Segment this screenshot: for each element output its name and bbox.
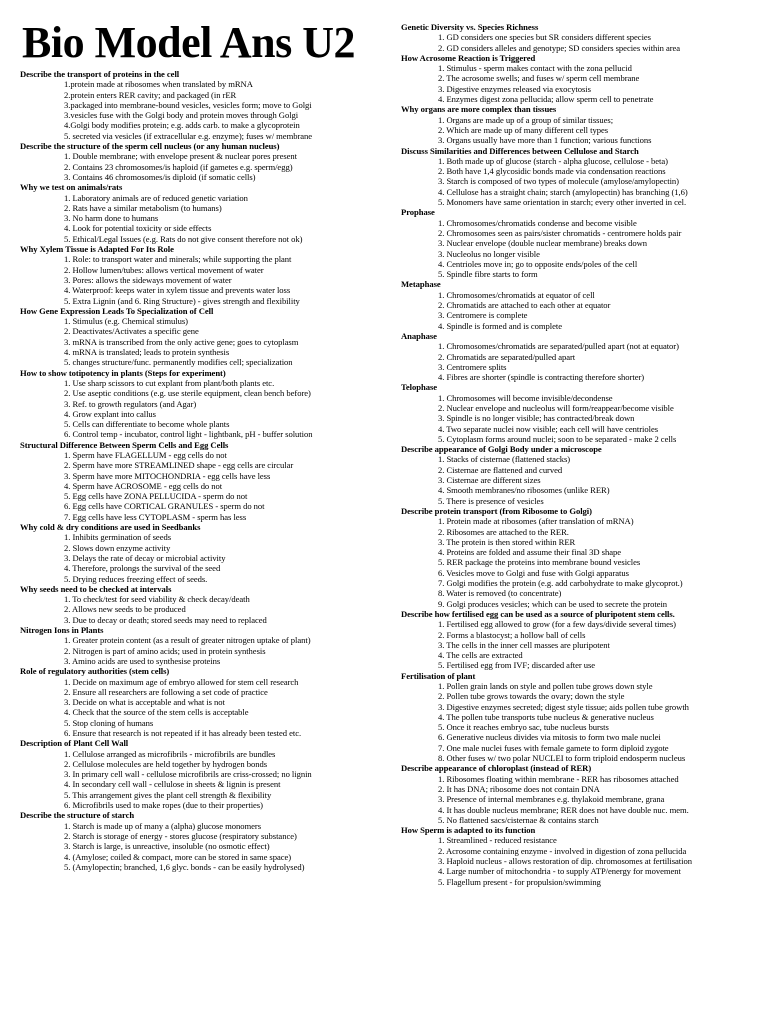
list-item: 4. It has double nucleus membrane; RER does not have double nuc. mem. xyxy=(438,804,689,815)
section-list xyxy=(401,681,761,763)
list-item: 1. Greater protein content (as a result of greater nitrogen uptake of plant) xyxy=(64,635,311,646)
list-item: 3.packaged into membrane-bound vesicles, vesicles form; move to Golgi xyxy=(64,99,312,110)
list-item: 2. Chromatids are separated/pulled apart xyxy=(438,351,576,362)
section xyxy=(401,53,761,104)
list-item: 3. Haploid nucleus - allows restoration of dip. chromosomes at fertilisation xyxy=(438,856,692,867)
list-item: 2.protein enters RER cavity; and packaged (in rER xyxy=(64,89,237,100)
section-list xyxy=(401,835,761,886)
list-item: 1. Chromosomes/chromatids at equator of cell xyxy=(438,289,595,300)
list-item: 1. Organs are made up of a group of similar tissues; xyxy=(438,114,614,125)
section xyxy=(20,666,392,738)
section xyxy=(401,609,761,671)
right-sections xyxy=(401,22,761,887)
section-list xyxy=(20,151,392,182)
list-item: 4. Check that the source of the stem cells is acceptable xyxy=(64,707,249,718)
section-heading: Describe appearance of Golgi Body under a microscope xyxy=(401,444,602,455)
list-item: 3. Sperm have more MITOCHONDRIA - egg cells have less xyxy=(64,470,271,481)
list-item: 9. Golgi produces vesicles; which can be used to secrete the protein xyxy=(438,598,668,609)
section-heading: Describe the structure of the sperm cell nucleus (or any human nucleus) xyxy=(20,141,280,152)
list-item: 3. Organs usually have more than 1 function; various functions xyxy=(438,135,652,146)
section-heading: Description of Plant Cell Wall xyxy=(20,738,129,749)
section-list xyxy=(401,454,761,505)
section-heading: Genetic Diversity vs. Species Richness xyxy=(401,22,539,32)
list-item: 3. No harm done to humans xyxy=(64,213,159,224)
list-item: 1. Chromosomes/chromatids condense and become visible xyxy=(438,217,637,228)
list-item: 1. Laboratory animals are of reduced genetic variation xyxy=(64,192,248,203)
list-item: 1. Decide on maximum age of embryo allowed for stem cell research xyxy=(64,676,299,687)
section-list xyxy=(20,193,392,244)
list-item: 4. Cellulose has a straight chain; starch (amylopectin) has branching (1,6) xyxy=(438,186,688,197)
section xyxy=(401,671,761,764)
section-heading: Anaphase xyxy=(401,330,437,341)
list-item: 6. Egg cells have CORTICAL GRANULES - sperm do not xyxy=(64,501,265,512)
list-item: 4. Therefore, prolongs the survival of the seed xyxy=(64,563,221,574)
section xyxy=(401,104,761,145)
section-list xyxy=(401,341,761,382)
section xyxy=(401,444,761,506)
list-item: 5. (Amylopectin; branched, 1,6 glyc. bonds - can be easily hydrolysed) xyxy=(64,861,305,872)
list-item: 1. Fertilised egg allowed to grow (for a few days/divide several times) xyxy=(438,619,676,630)
section-heading: Why Xylem Tissue is Adapted For Its Role xyxy=(20,244,174,255)
list-item: 3. Centromere is complete xyxy=(438,310,528,321)
list-item: 1. Protein made at ribosomes (after translation of mRNA) xyxy=(438,516,634,527)
section xyxy=(401,506,761,609)
list-item: 1. To check/test for seed viability & check decay/death xyxy=(64,594,250,605)
list-item: 5. There is presence of vesicles xyxy=(438,495,544,506)
list-item: 2. Use aseptic conditions (e.g. use sterile equipment, clean bench before) xyxy=(64,388,311,399)
list-item: 4. (Amylose; coiled & compact, more can be stored in same space) xyxy=(64,851,292,862)
list-item: 4. Grow explant into callus xyxy=(64,408,156,419)
section-list xyxy=(20,635,392,666)
list-item: 3. Presence of internal membranes e.g. thylakoid membrane, grana xyxy=(438,794,665,805)
list-item: 3. Nuclear envelope (double nuclear membrane) breaks down xyxy=(438,238,648,249)
section xyxy=(401,382,761,444)
section-heading: How Sperm is adapted to its function xyxy=(401,825,536,836)
list-item: 1. Sperm have FLAGELLUM - egg cells do not xyxy=(64,449,227,460)
section-heading: Discuss Similarities and Differences between Cellulose and Starch xyxy=(401,145,639,156)
section xyxy=(401,279,761,330)
list-item: 1. Ribosomes floating within membrane - RER has ribosomes attached xyxy=(438,773,679,784)
section xyxy=(20,69,392,141)
list-item: 4. mRNA is translated; leads to protein synthesis xyxy=(64,347,230,358)
list-item: 4. In secondary cell wall - cellulose in sheets & lignin is present xyxy=(64,779,281,790)
section-heading: How Acrosome Reaction is Triggered xyxy=(401,52,536,63)
list-item: 1. Stacks of cisternae (flattened stacks) xyxy=(438,454,571,465)
section-list xyxy=(401,393,761,444)
list-item: 3. Starch is large, is unreactive, insoluble (no osmotic effect) xyxy=(64,841,270,852)
list-item: 4.Golgi body modifies protein; e.g. adds carb. to make a glycoprotein xyxy=(64,120,300,131)
section xyxy=(20,306,392,368)
section-list xyxy=(20,254,392,305)
section xyxy=(20,368,392,440)
section xyxy=(20,182,392,244)
list-item: 1. Role: to transport water and minerals; while supporting the plant xyxy=(64,254,292,265)
list-item: 5. Drying reduces freezing effect of seeds. xyxy=(64,573,208,584)
list-item: 1. Pollen grain lands on style and pollen tube grows down style xyxy=(438,681,653,691)
section xyxy=(20,738,392,810)
list-item: 1. Stimulus (e.g. Chemical stimulus) xyxy=(64,316,188,327)
list-item: 6. Microfibrils used to make ropes (due to their properties) xyxy=(64,800,263,811)
list-item: 3. Digestive enzymes released via exocytosis xyxy=(438,83,591,94)
list-item: 7. Egg cells have less CYTOPLASM - sperm has less xyxy=(64,511,247,522)
section-list xyxy=(20,378,392,440)
section-list xyxy=(401,156,761,207)
section xyxy=(401,207,761,279)
list-item: 2. Both have 1,4 glycosidic bonds made via condensation reactions xyxy=(438,166,666,177)
section-heading: Describe the structure of starch xyxy=(20,810,135,821)
section-list xyxy=(401,32,761,53)
list-item: 5. RER package the proteins into membrane bound vesicles xyxy=(438,557,641,568)
section-heading: Metaphase xyxy=(401,279,441,290)
list-item: 2. Forms a blastocyst; a hollow ball of cells xyxy=(438,629,586,640)
list-item: 3. Digestive enzymes secreted; digest style tissue; aids pollen tube growth xyxy=(438,701,689,712)
list-item: 2. Pollen tube grows towards the ovary; down the style xyxy=(438,691,625,702)
list-item: 3.vesicles fuse with the Golgi body and protein moves through Golgi xyxy=(64,110,299,121)
section-list xyxy=(20,316,392,367)
list-item: 5. No flattened sacs/cisternae & contains starch xyxy=(438,814,599,825)
list-item: 3. Spindle is no longer visible; has contracted/break down xyxy=(438,413,635,424)
section-heading: How to show totipotency in plants (Steps for experiment) xyxy=(20,367,226,378)
section-list xyxy=(401,115,761,146)
list-item: 5. Cells can differentiate to become whole plants xyxy=(64,419,230,430)
section xyxy=(20,625,392,666)
list-item: 6. Control temp - incubator, control light - lightbank, pH - buffer solution xyxy=(64,429,313,440)
section-list xyxy=(401,516,761,609)
section-heading: Nitrogen Ions in Plants xyxy=(20,625,104,636)
list-item: 3. Contains 46 chromosomes/is diploid (if somatic cells) xyxy=(64,171,256,182)
list-item: 3. Delays the rate of decay or microbial activity xyxy=(64,552,226,563)
list-item: 3. The protein is then stored within RER xyxy=(438,536,576,547)
section xyxy=(401,825,761,887)
section-heading: Why we test on animals/rats xyxy=(20,182,123,193)
list-item: 4. Two separate nuclei now visible; each cell will have centrioles xyxy=(438,423,659,434)
list-item: 3. In primary cell wall - cellulose microfibrils are criss-crossed; no lignin xyxy=(64,769,312,780)
list-item: 4. Spindle is formed and is complete xyxy=(438,320,562,331)
section xyxy=(20,522,392,584)
list-item: 6. Ensure that research is not repeated if it has already been tested etc. xyxy=(64,728,302,738)
list-item: 7. One male nuclei fuses with female gamete to form diploid zygote xyxy=(438,742,669,753)
list-item: 1.protein made at ribosomes when translated by mRNA xyxy=(64,79,253,90)
list-item: 2. The acrosome swells; and fuses w/ sperm cell membrane xyxy=(438,73,640,84)
list-item: 1. Use sharp scissors to cut explant from plant/both plants etc. xyxy=(64,377,275,388)
list-item: 2. GD considers alleles and genotype; SD considers species within area xyxy=(438,42,681,53)
list-item: 1. Chromosomes/chromatids are separated/pulled apart (not at equator) xyxy=(438,341,679,352)
section-heading: Role of regulatory authorities (stem cells) xyxy=(20,666,170,677)
list-item: 1. Chromosomes will become invisible/decondense xyxy=(438,392,613,403)
list-item: 2. Allows new seeds to be produced xyxy=(64,604,186,615)
list-item: 4. Smooth membranes/no ribosomes (unlike RER) xyxy=(438,485,610,496)
left-sections xyxy=(20,69,392,872)
list-item: 3. Ref. to growth regulators (and Agar) xyxy=(64,398,197,409)
list-item: 5. Stop cloning of humans xyxy=(64,717,154,728)
list-item: 3. Centromere splits xyxy=(438,361,507,372)
list-item: 4. Proteins are folded and assume their final 3D shape xyxy=(438,547,621,558)
section xyxy=(20,141,392,182)
list-item: 1. Starch is made up of many a (alpha) glucose monomers xyxy=(64,820,262,831)
section xyxy=(401,763,761,825)
list-item: 2. Rats have a similar metabolism (to humans) xyxy=(64,202,222,213)
list-item: 2. Which are made up of many different cell types xyxy=(438,124,609,135)
list-item: 3. Due to decay or death; stored seeds may need to replaced xyxy=(64,614,267,625)
section-list xyxy=(20,749,392,811)
list-item: 4. Large number of mitochondria - to supply ATP/energy for movement xyxy=(438,866,681,877)
list-item: 5. changes structure/func. permanently modifies cell; specialization xyxy=(64,357,293,368)
list-item: 4. The cells are extracted xyxy=(438,650,523,661)
list-item: 4. Fibres are shorter (spindle is contracting therefore shorter) xyxy=(438,372,645,383)
list-item: 4. Waterproof: keeps water in xylem tissue and prevents water loss xyxy=(64,285,291,296)
list-item: 5. Extra Lignin (and 6. Ring Structure) - gives strength and flexibility xyxy=(64,295,300,306)
section-heading: Describe how fertilised egg can be used as a source of pluripotent stem cells. xyxy=(401,608,675,619)
section-heading: Structural Difference Between Sperm Cells and Egg Cells xyxy=(20,439,229,450)
section-heading: Prophase xyxy=(401,207,435,218)
list-item: 3. mRNA is transcribed from the only active gene; goes to cytoplasm xyxy=(64,336,299,347)
section-list xyxy=(20,594,392,625)
list-item: 2. Chromatids are attached to each other at equator xyxy=(438,300,611,311)
list-item: 2. Starch is storage of energy - stores glucose (respiratory substance) xyxy=(64,830,297,841)
list-item: 4. Centrioles move in; go to opposite ends/poles of the cell xyxy=(438,258,638,269)
list-item: 3. Amino acids are used to synthesise proteins xyxy=(64,655,221,666)
list-item: 1. Cellulose arranged as microfibrils - microfibrils are bundles xyxy=(64,748,276,759)
section xyxy=(20,810,392,872)
section xyxy=(401,331,761,382)
list-item: 5. Cytoplasm forms around nuclei; soon to be separated - make 2 cells xyxy=(438,433,677,444)
section-heading: Why cold & dry conditions are used in Seedbanks xyxy=(20,522,201,533)
list-item: 5. Spindle fibre starts to form xyxy=(438,269,538,280)
list-item: 1. Double membrane; with envelope present & nuclear pores present xyxy=(64,151,297,162)
section-list xyxy=(20,677,392,739)
list-item: 2. Nuclear envelope and nucleolus will form/reappear/become visible xyxy=(438,402,674,413)
list-item: 8. Other fuses w/ two polar NUCLEI to form triploid endosperm nucleus xyxy=(438,753,686,764)
section-heading: Describe the transport of proteins in the cell xyxy=(20,69,180,79)
list-item: 5. Monomers have same orientation in starch; every other inverted in cel. xyxy=(438,197,687,208)
list-item: 5. Once it reaches embryo sac, tube nucleus bursts xyxy=(438,722,609,733)
list-item: 2. Nitrogen is part of amino acids; used in protein synthesis xyxy=(64,645,266,656)
list-item: 3. Pores: allows the sideways movement of water xyxy=(64,274,232,285)
list-item: 3. Nucleolus no longer visible xyxy=(438,248,540,259)
list-item: 5. Flagellum present - for propulsion/swimming xyxy=(438,876,601,887)
section-list xyxy=(401,63,761,104)
right-column xyxy=(401,0,761,887)
list-item: 3. Decide on what is acceptable and what is not xyxy=(64,697,225,708)
section-list xyxy=(401,218,761,280)
list-item: 2. Cellulose molecules are held together by hydrogen bonds xyxy=(64,758,268,769)
section-heading: Telophase xyxy=(401,382,438,393)
section-heading: Why organs are more complex than tissues xyxy=(401,104,557,115)
list-item: 4. Look for potential toxicity or side effects xyxy=(64,223,212,234)
list-item: 1. Both made up of glucose (starch - alpha glucose, cellulose - beta) xyxy=(438,155,668,166)
section-list xyxy=(20,821,392,872)
list-item: 3. The cells in the inner cell masses are pluripotent xyxy=(438,639,610,650)
list-item: 1. Streamlined - reduced resistance xyxy=(438,835,557,846)
list-item: 5. Egg cells have ZONA PELLUCIDA - sperm do not xyxy=(64,491,248,502)
list-item: 2. It has DNA; ribosome does not contain DNA xyxy=(438,783,600,794)
section-heading: Describe appearance of chloroplast (instead of RER) xyxy=(401,763,592,774)
page-title: Bio Model Ans U2 xyxy=(22,18,356,67)
list-item: 1. GD considers one species but SR considers different species xyxy=(438,32,651,43)
list-item: 4. Enzymes digest zona pellucida; allow sperm cell to penetrate xyxy=(438,94,654,105)
list-item: 2. Slows down enzyme activity xyxy=(64,542,171,553)
right-column-top-spacer xyxy=(401,0,761,22)
section xyxy=(20,584,392,625)
section xyxy=(20,244,392,306)
list-item: 2. Ribosomes are attached to the RER. xyxy=(438,526,569,537)
list-item: 1. Inhibits germination of seeds xyxy=(64,532,171,543)
section-list xyxy=(401,619,761,670)
list-item: 8. Water is removed (to concentrate) xyxy=(438,588,562,599)
list-item: 6. Vesicles move to Golgi and fuse with Golgi apparatus xyxy=(438,567,629,578)
list-item: 4. The pollen tube transports tube nucleus & generative nucleus xyxy=(438,711,654,722)
list-item: 2. Deactivates/Activates a specific gene xyxy=(64,326,199,337)
section-list xyxy=(20,79,392,141)
section xyxy=(20,440,392,522)
section-list xyxy=(20,450,392,522)
list-item: 5. Ethical/Legal Issues (e.g. Rats do not give consent therefore not ok) xyxy=(64,233,303,244)
section-heading: Fertilisation of plant xyxy=(401,670,476,681)
list-item: 3. Cisternae are different sizes xyxy=(438,475,541,486)
list-item: 7. Golgi modifies the protein (e.g. add carbohydrate to make glycoprot.) xyxy=(438,578,683,589)
section-list xyxy=(401,290,761,331)
list-item: 2. Chromosomes seen as pairs/sister chromatids - centromere holds pair xyxy=(438,227,682,238)
list-item: 2. Ensure all researchers are following a set code of practice xyxy=(64,686,268,697)
section xyxy=(401,22,761,53)
list-item: 5. Fertilised egg from IVF; discarded after use xyxy=(438,660,596,671)
left-column xyxy=(20,0,392,872)
list-item: 1. Stimulus - sperm makes contact with the zona pellucid xyxy=(438,63,632,74)
list-item: 2. Sperm have more STREAMLINED shape - egg cells are circular xyxy=(64,460,294,471)
list-item: 6. Generative nucleus divides via mitosis to form two male nuclei xyxy=(438,732,661,743)
section-heading: Why seeds need to be checked at intervals xyxy=(20,583,172,594)
section-heading: How Gene Expression Leads To Specialization of Cell xyxy=(20,305,214,316)
list-item: 2. Cisternae are flattened and curved xyxy=(438,464,563,475)
list-item: 3. Starch is composed of two types of molecule (amylose/amylopectin) xyxy=(438,176,679,187)
list-item: 2. Hollow lumen/tubes: allows vertical movement of water xyxy=(64,264,264,275)
list-item: 2. Acrosome containing enzyme - involved in digestion of zona pellucida xyxy=(438,845,687,856)
section-list xyxy=(401,774,761,825)
list-item: 5. secreted via vesicles (if extracellular e.g. enzyme); fuses w/ membrane xyxy=(64,130,313,141)
list-item: 4. Sperm have ACROSOME - egg cells do not xyxy=(64,480,223,491)
section-heading: Describe protein transport (from Ribosome to Golgi) xyxy=(401,505,592,516)
list-item: 2. Contains 23 chromosomes/is haploid (if gametes e.g. sperm/egg) xyxy=(64,161,293,172)
section-list xyxy=(20,532,392,583)
section xyxy=(401,146,761,208)
list-item: 5. This arrangement gives the plant cell strength & flexibility xyxy=(64,789,272,800)
